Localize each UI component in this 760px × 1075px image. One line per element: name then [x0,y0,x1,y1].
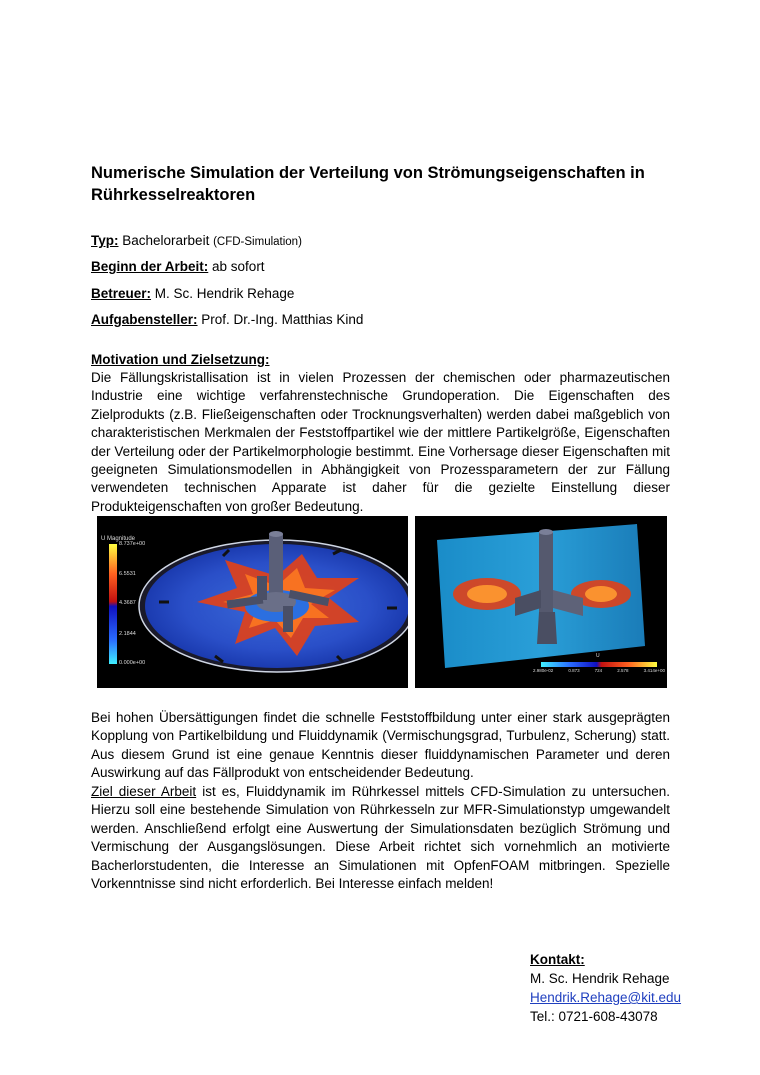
right-tick-1: 0.873 [568,668,580,673]
beginn-value: ab sofort [212,259,265,274]
page-title: Numerische Simulation der Verteilung von Strömungseigenschaften in Rührkesselreaktoren [91,164,645,204]
figure-left [97,516,408,688]
right-legend-title: U [596,653,600,659]
colorbar-left [109,544,117,664]
typ-label: Typ: [91,233,119,248]
ziel-label: Ziel dieser Arbeit [91,784,197,799]
left-tick-0: 8.737e+00 [119,541,146,547]
left-tick-3: 2.1844 [119,631,136,637]
figure-right [415,516,667,688]
left-legend-title: U Magnitude [101,536,136,542]
right-tick-0: 2.980e-02 [533,668,554,673]
aufgabensteller-value: Prof. Dr.-Ing. Matthias Kind [201,312,364,327]
contact-block [530,950,681,1026]
aufgabensteller-label: Aufgabensteller: [91,312,198,327]
cfd-side-view-image [415,516,667,688]
right-tick-4: 3.414e+00 [643,668,665,673]
contact-name: M. Sc. Hendrik Rehage [530,971,670,986]
meta-aufgabensteller [91,311,363,329]
paragraph-fluiddynamik: Bei hohen Übersättigungen findet die schnelle Feststoffbildung unter einer stark ausgeprägten Kopplung von Partikelbildung und Fluiddynamik (Vermischungsgrad, Turbulenz, Scherung) statt. Aus diesem Grund ist eine genaue Kenntnis dieser fluiddynamischen Parameter und deren Auswirkung auf das Fällprodukt von entscheidender Bedeutung. [91,710,670,781]
ziel-text: ist es, Fluiddynamik im Rührkessel mittels CFD-Simulation zu untersuchen. Hierzu soll eine bestehende Simulation von Rührkesseln zur MFR-Simulationstyp umgewandelt werden. Anschließend erfolgt eine Auswertung der Simulationsdaten bezüglich Strömung und Vermischung der Ausgangslösungen. Diese Arbeit richtet sich vornehmlich an motivierte Bacherlorstudenten, die Interesse an Simulationen mit OpfenFOAM mitbringen. Spezielle Vorkenntnisse sind nicht erforderlich. Bei Interesse einfach melden! [91,784,671,892]
left-tick-4: 0.000e+00 [119,660,146,666]
contact-email-link[interactable]: Hendrik.Rehage@kit.edu [530,990,682,1005]
meta-typ [91,232,302,251]
motivation-heading: Motivation und Zielsetzung: [91,352,270,367]
beginn-label: Beginn der Arbeit: [91,259,209,274]
right-ticks [533,668,665,673]
meta-beginn [91,258,265,276]
left-tick-2: 4.3687 [119,600,136,606]
colorbar-right [541,662,657,667]
contact-heading: Kontakt: [530,952,585,967]
right-tick-2: 724 [594,668,603,673]
betreuer-value: M. Sc. Hendrik Rehage [154,286,295,301]
left-tick-1: 6.5531 [119,571,136,577]
meta-betreuer [91,285,294,303]
typ-value: Bachelorarbeit [122,233,210,248]
paragraph-ziel [91,783,670,893]
contact-phone: Tel.: 0721-608-43078 [530,1009,658,1024]
betreuer-label: Betreuer: [91,286,152,301]
typ-note: (CFD-Simulation) [213,236,302,248]
right-tick-3: 2.578 [617,668,629,673]
motivation-text: Die Fällungskristallisation ist in vielen Prozessen der chemischen oder pharmazeutischen Industrie eine wichtige verfahrenstechnische Grundoperation. Die Eigenschaften des Zielprodukts (z.B. Fließeigenschaften oder Trocknungsverhalten) werden dabei maßgeblich von charakteristischen Merkmalen der Feststoffpartikel wie der mittlere Partikelgröße, Eigenschaften der Verteilung oder der Partikelmorphologie bestimmt. Eine Vorhersage dieser Eigenschaften mit geeigneten Simulationsmodellen in Abhängigkeit von Prozessparametern der zur Fällung verwendeten technischen Apparate ist daher für die gezielte Einstellung dieser Produkteigenschaften von großer Bedeutung. [91,370,670,514]
